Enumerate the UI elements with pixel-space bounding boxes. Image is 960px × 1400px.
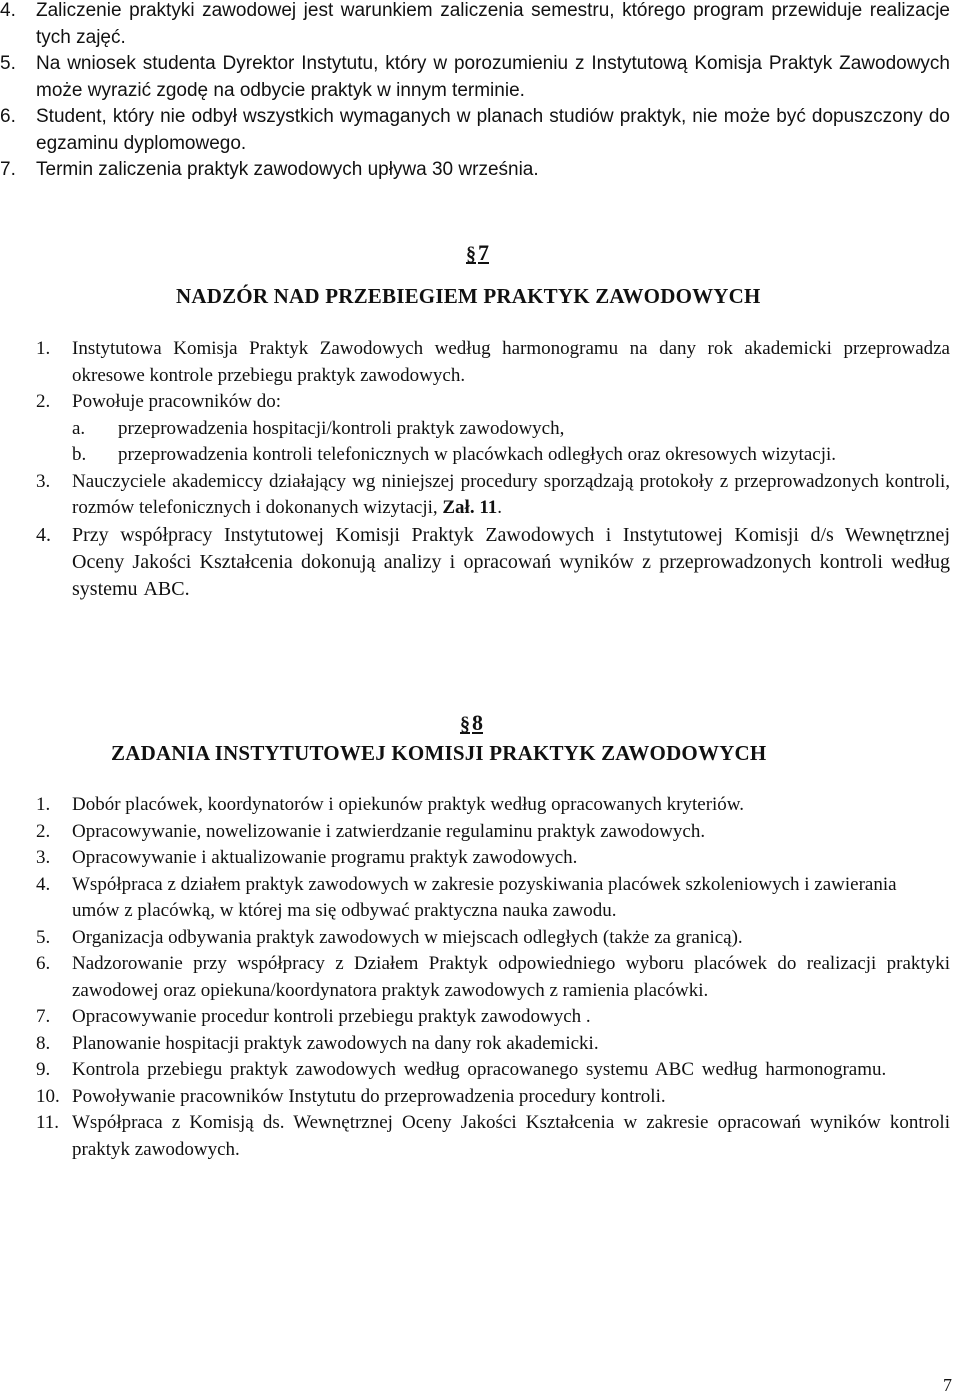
paragraph-sign: § bbox=[460, 713, 470, 735]
list-item-number: 2. bbox=[36, 820, 51, 842]
list-item-number: 11. bbox=[36, 1112, 60, 1133]
list-item bbox=[36, 469, 950, 522]
list-item bbox=[36, 819, 950, 846]
sub-list-item-letter: b. bbox=[72, 444, 87, 465]
list-item-number: 7. bbox=[0, 159, 16, 180]
list-item-number: 5. bbox=[36, 926, 51, 948]
list-item-number: 6. bbox=[36, 953, 51, 974]
item-text-tail: . bbox=[497, 497, 503, 518]
list-item-text: Termin zaliczenia praktyk zawodowych upływa 30 września. bbox=[36, 159, 539, 180]
list-item bbox=[36, 1057, 950, 1084]
list-item-text: Opracowywanie procedur kontroli przebiegu praktyk zawodowych . bbox=[72, 1006, 591, 1027]
section-7-title: NADZÓR NAD PRZEBIEGIEM PRAKTYK ZAWODOWYCH bbox=[176, 284, 761, 308]
list-item bbox=[36, 925, 950, 952]
sub-list-item-text: przeprowadzenia kontroli telefonicznych w placówkach odległych oraz okresowych wizytacji. bbox=[118, 444, 837, 465]
list-item-number: 7. bbox=[36, 1006, 51, 1027]
sub-list-item bbox=[72, 442, 838, 469]
list-item-text: Zaliczenie praktyki zawodowej jest warunkiem zaliczenia semestru, którego program przewiduje realizacje tych zajęć. bbox=[36, 0, 950, 48]
list-item-text: Nadzorowanie przy współpracy z Działem Praktyk odpowiedniego wyboru placówek do realizacji praktyki zawodowej oraz opiekuna/koordynatora praktyk zawodowych z ramienia placówki. bbox=[72, 953, 950, 1001]
list-item-number: 4. bbox=[0, 0, 16, 21]
list-item bbox=[36, 389, 950, 416]
list-item-text: Współpraca z Komisją ds. Wewnętrznej Oceny Jakości Kształcenia w zakresie opracowań wyników kontroli praktyk zawodowych. bbox=[72, 1112, 950, 1160]
list-item bbox=[36, 1110, 950, 1163]
list-item bbox=[0, 104, 950, 157]
list-item-number: 4. bbox=[36, 523, 51, 546]
list-item bbox=[0, 51, 950, 104]
sub-list-item-letter: a. bbox=[72, 417, 86, 439]
list-item-number: 5. bbox=[0, 53, 16, 74]
sub-list-item bbox=[72, 416, 950, 443]
list-item-text: Na wniosek studenta Dyrektor Instytutu, który w porozumieniu z Instytutową Komisja Praktyk Zawodowych może wyrazić zgodę na odbycie praktyk w innym terminie. bbox=[36, 53, 950, 101]
list-item-text: Organizacja odbywania praktyk zawodowych w miejscach odległych (także za granicą). bbox=[72, 926, 743, 948]
list-item-number: 8. bbox=[36, 1032, 51, 1054]
list-item bbox=[0, 157, 950, 184]
list-item-text: Opracowywanie, nowelizowanie i zatwierdzanie regulaminu praktyk zawodowych. bbox=[72, 820, 706, 842]
section-8-list bbox=[36, 792, 950, 1163]
list-item-number: 3. bbox=[36, 470, 51, 492]
page-number: 7 bbox=[943, 1375, 952, 1395]
list-item-text: Dobór placówek, koordynatorów i opiekunów praktyk według opracowanych kryteriów. bbox=[72, 794, 745, 815]
list-item bbox=[36, 872, 902, 925]
list-item-number: 1. bbox=[36, 794, 51, 815]
list-item-number: 6. bbox=[0, 106, 16, 127]
list-item-number: 4. bbox=[36, 873, 51, 895]
section-8-title: ZADANIA INSTYTUTOWEJ KOMISJI PRAKTYK ZAWODOWYCH bbox=[111, 741, 767, 765]
paragraph-sign: § bbox=[466, 243, 476, 265]
list-item-text: Planowanie hospitacji praktyk zawodowych na dany rok akademicki. bbox=[72, 1032, 599, 1054]
list-item bbox=[36, 522, 950, 603]
list-item-text: Powoływanie pracowników Instytutu do przeprowadzenia procedury kontroli. bbox=[72, 1085, 666, 1107]
list-item-number: 1. bbox=[36, 338, 51, 359]
list-item bbox=[36, 951, 950, 1004]
item-text-main: Nauczyciele akademiccy działający wg niniejszej procedury sporządzają protokoły z przeprowadzonych kontroli, rozmów telefonicznych i dokonanych wizytacji, bbox=[72, 470, 950, 518]
list-item bbox=[36, 845, 950, 872]
list-item bbox=[36, 1084, 950, 1111]
list-item-text bbox=[72, 469, 950, 522]
list-item bbox=[36, 1031, 950, 1058]
top-list bbox=[0, 0, 950, 184]
list-item-text: Kontrola przebiegu praktyk zawodowych według opracowanego systemu ABC według harmonogramu. bbox=[72, 1059, 887, 1080]
list-item-text: Instytutowa Komisja Praktyk Zawodowych według harmonogramu na dany rok akademicki przeprowadza okresowe kontrole przebiegu praktyk zawodowych. bbox=[72, 338, 950, 386]
list-item bbox=[36, 792, 950, 819]
list-item-text: Opracowywanie i aktualizowanie programu praktyk zawodowych. bbox=[72, 847, 578, 868]
attachment-reference: Zał. 11 bbox=[442, 497, 498, 518]
list-item-text: Powołuje pracowników do: bbox=[72, 391, 281, 412]
list-item bbox=[0, 0, 950, 51]
section-8-number bbox=[460, 710, 483, 738]
list-item-number: 10. bbox=[36, 1085, 60, 1107]
list-item-text: Student, który nie odbył wszystkich wymaganych w planach studiów praktyk, nie może być dopuszczony do egzaminu dyplomowego. bbox=[36, 106, 950, 154]
section-number: 7 bbox=[478, 240, 489, 265]
section-7-number bbox=[466, 240, 489, 268]
list-item-number: 2. bbox=[36, 391, 51, 412]
list-item bbox=[36, 336, 950, 389]
list-item-number: 9. bbox=[36, 1059, 51, 1080]
sub-list-item-text: przeprowadzenia hospitacji/kontroli praktyk zawodowych, bbox=[118, 417, 565, 439]
list-item-text: Współpraca z działem praktyk zawodowych w zakresie pozyskiwania placówek szkoleniowych i zawierania umów z placówką, w której ma się odbywać praktyczna nauka zawodu. bbox=[72, 873, 897, 921]
list-item-number: 3. bbox=[36, 847, 51, 868]
list-item bbox=[36, 1004, 950, 1031]
list-item-text: Przy współpracy Instytutowej Komisji Praktyk Zawodowych i Instytutowej Komisji d/s Wewnętrznej Oceny Jakości Kształcenia dokonują analizy i opracowań wyników z przeprowadzonych kontroli według systemu ABC. bbox=[72, 523, 950, 600]
section-7-list bbox=[36, 336, 950, 603]
section-number: 8 bbox=[472, 710, 483, 735]
